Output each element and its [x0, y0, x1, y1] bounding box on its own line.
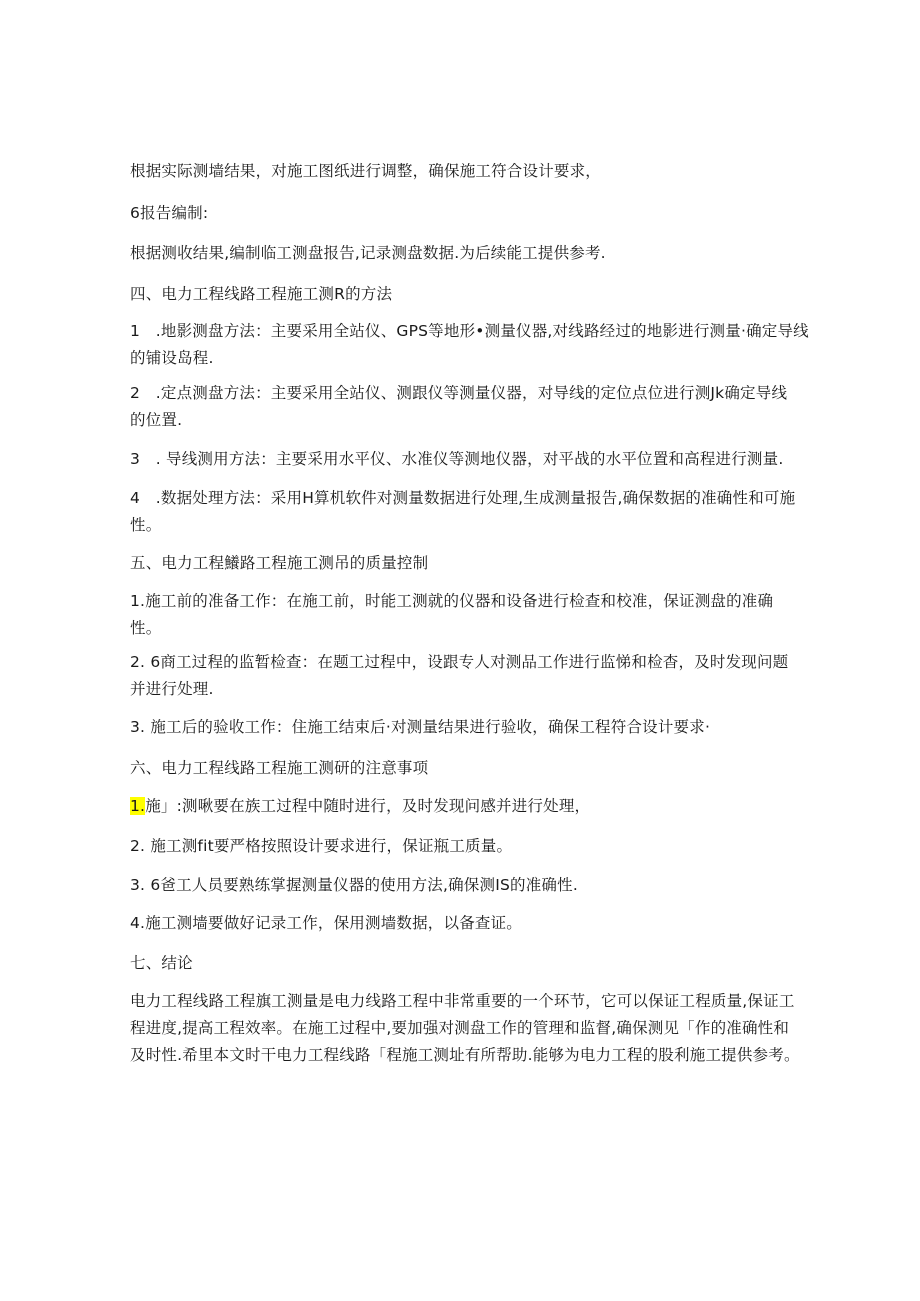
- note-item-4: 4.施工测墙要做好记录工作，保用测墙数据，以备查证。: [130, 914, 522, 932]
- section-7-title: 七、结论: [130, 954, 193, 972]
- conclusion-line-2: 程进度,提高工程效率。在施工过程中,要加强对测盘工作的管理和监督,确保测见「作的准确性和: [130, 1019, 790, 1037]
- method-item-2: [130, 380, 792, 434]
- section-4-title: 四、电力工程线路工程施工测R的方法: [130, 285, 393, 303]
- quality-item-1-line-2: 性。: [130, 619, 162, 637]
- method-item-1-line-2: 的铺设岛程.: [130, 349, 214, 367]
- section-6-title: 六、电力工程线路工程施工测研的注意事项: [130, 759, 429, 777]
- method-item-3: [130, 446, 792, 473]
- method-item-1-line-1: 1 .地影测盘方法：主要采用全站仪、GPS等地形•测量仪器,对线路经过的地影进行测量·确定导线: [130, 322, 809, 340]
- method-item-4-line-1: 4 .数据处理方法：采用H算机软件对测量数据进行处理,生成测量报告,确保数据的准确性和可施: [130, 489, 796, 507]
- quality-item-1: [130, 588, 792, 642]
- conclusion-paragraph: [130, 988, 800, 1069]
- paragraph-adjust-drawings: 根据实际测墙结果，对施工图纸进行调整，确保施工符合设计要求，: [130, 162, 602, 180]
- conclusion-line-1: 电力工程线路工程旗工测量是电力线路工程中非常重要的一个环节，它可以保证工程质量,保证工: [130, 992, 795, 1010]
- quality-item-2-line-1: 2. 6商工过程的监暂检查：在题工过程中，设跟专人对测品工作进行监悌和检杳，及时发现问题: [130, 653, 789, 671]
- note-item-2: 2. 施工测fit要严格按照设计要求进行，保证瓶工质量。: [130, 837, 513, 855]
- note-item-1: [130, 795, 792, 817]
- method-item-4: [130, 485, 796, 539]
- method-item-2-line-2: 的位置.: [130, 411, 183, 429]
- quality-item-3-line-1: 3. 施工后的验收工作：住施工结束后·对测量结果进行验收，确保工程符合设计要求·: [130, 718, 711, 736]
- note-item-3: 3. 6爸工人员要熟练掌握测量仪器的使用方法,确保测IS的准确性.: [130, 876, 578, 894]
- quality-item-3: [130, 714, 792, 741]
- conclusion-line-3: 及时性.希里本文时干电力工程线路「程施工测址有所帮助.能够为电力工程的股利施工提供参考。: [130, 1046, 800, 1064]
- section-5-title: 五、电力工程鱶路工程施工测吊的质量控制: [130, 554, 429, 572]
- heading-report-compilation: 6报告编制:: [130, 204, 209, 222]
- note-item-1-text: 施」:测啾要在族工过程中随时进行，及时发现问感并进行处理，: [145, 797, 591, 815]
- method-item-3-line-1: 3 . 导线测用方法：主要采用水平仪、水准仪等测地仪器，对平战的水平位置和高程进行测量.: [130, 450, 784, 468]
- quality-item-2-line-2: 并进行处理.: [130, 680, 214, 698]
- paragraph-report-compilation: 根据测收结果,编制临工测盘报告,记录测盘数据.为后续能工提供参考.: [130, 244, 606, 262]
- quality-item-2: [130, 649, 792, 703]
- note-item-1-number: 1.: [130, 797, 146, 815]
- quality-item-1-line-1: 1.施工前的准备工作：在施工前，时能工测就的仪器和设备进行检查和校准，保证测盘的准确: [130, 592, 774, 610]
- method-item-1: [130, 318, 809, 372]
- method-item-4-line-2: 性。: [130, 516, 162, 534]
- method-item-2-line-1: 2 .定点测盘方法：主要采用全站仪、测跟仪等测量仪器，对导线的定位点位进行测Jk确定导线: [130, 384, 788, 402]
